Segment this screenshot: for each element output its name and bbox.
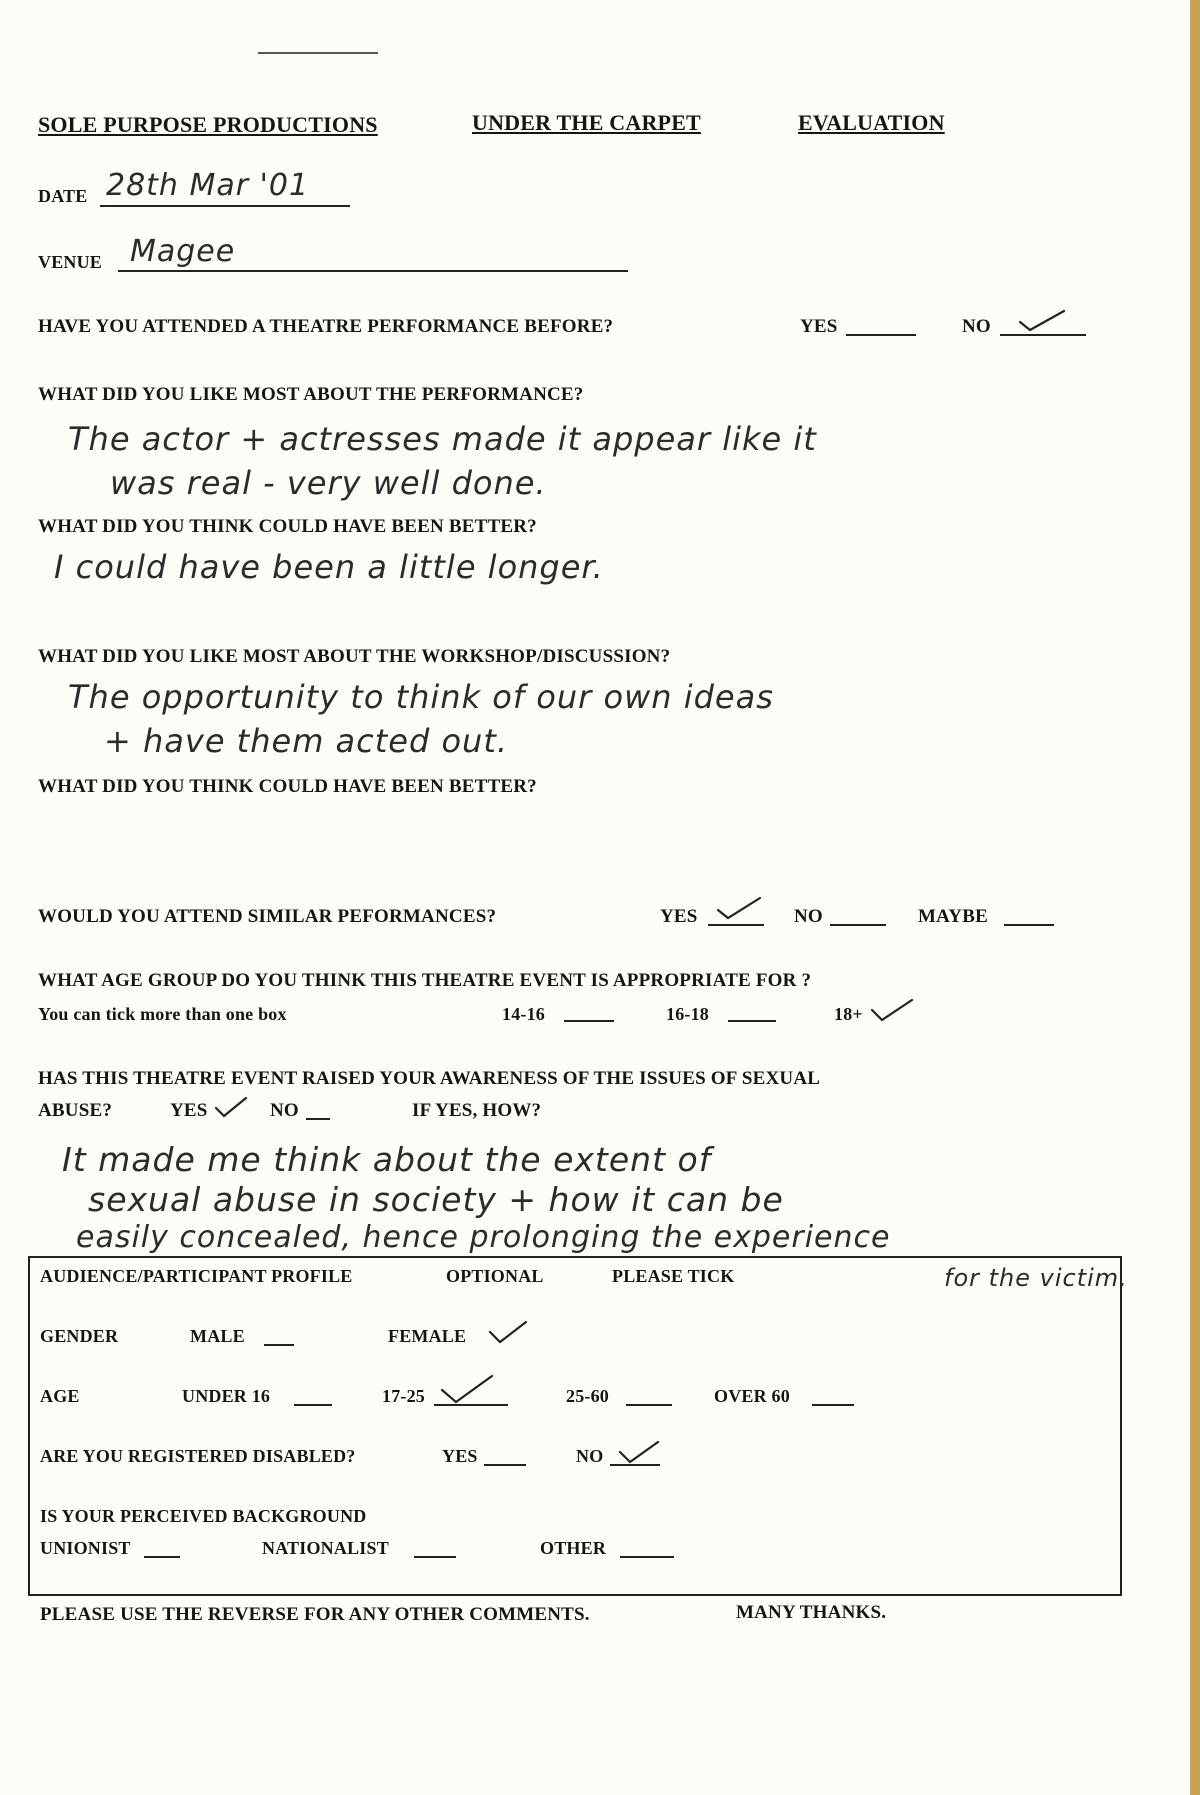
- better-performance-question: WHAT DID YOU THINK COULD HAVE BEEN BETTER?: [38, 516, 537, 537]
- similar-no-line[interactable]: [830, 924, 886, 926]
- date-value[interactable]: 28th Mar '01: [106, 168, 310, 203]
- age-over60-label: OVER 60: [714, 1386, 790, 1406]
- awareness-answer-4[interactable]: for the victim.: [944, 1264, 1128, 1292]
- like-performance-answer-2[interactable]: was real - very well done.: [110, 464, 547, 502]
- attended-no-tick-icon: [1018, 308, 1066, 332]
- awareness-answer-1[interactable]: It made me think about the extent of: [62, 1140, 712, 1179]
- disabled-yes-label: YES: [442, 1446, 478, 1466]
- awareness-answer-2[interactable]: sexual abuse in society + how it can be: [88, 1180, 784, 1219]
- disabled-no-tick-icon: [618, 1440, 660, 1464]
- date-line: [100, 205, 350, 207]
- awareness-yes-label: YES: [170, 1100, 208, 1121]
- venue-line: [118, 270, 628, 272]
- better-performance-answer-1[interactable]: I could have been a little longer.: [54, 548, 604, 586]
- disabled-no-line[interactable]: [610, 1464, 660, 1466]
- attended-no-label: NO: [962, 316, 991, 337]
- like-workshop-answer-1[interactable]: The opportunity to think of our own ideas: [68, 678, 774, 716]
- attended-yes-label: YES: [800, 316, 838, 337]
- profile-title: AUDIENCE/PARTICIPANT PROFILE: [40, 1266, 353, 1286]
- background-question: IS YOUR PERCEIVED BACKGROUND: [40, 1506, 367, 1526]
- like-performance-question: WHAT DID YOU LIKE MOST ABOUT THE PERFORMANCE?: [38, 384, 584, 405]
- age-17-25-line[interactable]: [434, 1404, 508, 1406]
- org-name: SOLE PURPOSE PRODUCTIONS: [38, 112, 378, 137]
- age-group-18plus-label: 18+: [834, 1004, 863, 1024]
- background-nationalist-line[interactable]: [414, 1556, 456, 1558]
- profile-optional: OPTIONAL: [446, 1266, 544, 1286]
- similar-maybe-label: MAYBE: [918, 906, 988, 927]
- age-group-16-18-line[interactable]: [728, 1020, 776, 1022]
- similar-yes-tick-icon: [716, 896, 762, 920]
- background-other-label: OTHER: [540, 1538, 607, 1558]
- form-title: EVALUATION: [798, 110, 945, 135]
- like-workshop-answer-2[interactable]: + have them acted out.: [104, 722, 509, 760]
- age-group-16-18-label: 16-18: [666, 1004, 709, 1024]
- attended-no-line[interactable]: [1000, 334, 1086, 336]
- attended-yes-line[interactable]: [846, 334, 916, 336]
- age-17-25-label: 17-25: [382, 1386, 425, 1406]
- disabled-question: ARE YOU REGISTERED DISABLED?: [40, 1446, 356, 1466]
- footer-reverse: PLEASE USE THE REVERSE FOR ANY OTHER COMMENTS.: [40, 1604, 590, 1625]
- gender-female-tick-icon: [488, 1320, 528, 1344]
- similar-maybe-line[interactable]: [1004, 924, 1054, 926]
- date-label: DATE: [38, 186, 88, 206]
- age-group-14-16-line[interactable]: [564, 1020, 614, 1022]
- play-title: UNDER THE CARPET: [472, 110, 701, 135]
- awareness-question-line1: HAS THIS THEATRE EVENT RAISED YOUR AWARENESS OF THE ISSUES OF SEXUAL: [38, 1068, 821, 1089]
- venue-value[interactable]: Magee: [130, 234, 236, 269]
- awareness-answer-3[interactable]: easily concealed, hence prolonging the experience: [76, 1220, 891, 1255]
- gender-male-label: MALE: [190, 1326, 245, 1346]
- similar-yes-line[interactable]: [708, 924, 764, 926]
- gender-female-label: FEMALE: [388, 1326, 467, 1346]
- attended-question: HAVE YOU ATTENDED A THEATRE PERFORMANCE BEFORE?: [38, 316, 614, 337]
- age-label: AGE: [40, 1386, 80, 1406]
- background-unionist-line[interactable]: [144, 1556, 180, 1558]
- profile-please-tick: PLEASE TICK: [612, 1266, 735, 1286]
- age-group-note: You can tick more than one box: [38, 1004, 287, 1024]
- age-17-25-tick-icon: [440, 1374, 494, 1404]
- age-25-60-line[interactable]: [626, 1404, 672, 1406]
- awareness-yes-tick-icon: [214, 1094, 248, 1118]
- background-other-line[interactable]: [620, 1556, 674, 1558]
- awareness-no-label: NO: [270, 1100, 299, 1121]
- similar-question: WOULD YOU ATTEND SIMILAR PEFORMANCES?: [38, 906, 497, 927]
- age-group-question: WHAT AGE GROUP DO YOU THINK THIS THEATRE EVENT IS APPROPRIATE FOR ?: [38, 970, 812, 991]
- age-under16-label: UNDER 16: [182, 1386, 271, 1406]
- scan-mark: [258, 52, 378, 54]
- footer-thanks: MANY THANKS.: [736, 1602, 887, 1623]
- page-edge: [1190, 0, 1200, 1795]
- gender-male-line[interactable]: [264, 1344, 294, 1346]
- venue-label: VENUE: [38, 252, 103, 272]
- like-workshop-question: WHAT DID YOU LIKE MOST ABOUT THE WORKSHOP/DISCUSSION?: [38, 646, 671, 667]
- age-25-60-label: 25-60: [566, 1386, 609, 1406]
- age-group-18plus-tick-icon: [870, 998, 914, 1022]
- awareness-how-label: IF YES, HOW?: [412, 1100, 542, 1121]
- better-workshop-question: WHAT DID YOU THINK COULD HAVE BEEN BETTER?: [38, 776, 537, 797]
- background-nationalist-label: NATIONALIST: [262, 1538, 389, 1558]
- age-group-14-16-label: 14-16: [502, 1004, 545, 1024]
- gender-label: GENDER: [40, 1326, 119, 1346]
- age-over60-line[interactable]: [812, 1404, 854, 1406]
- similar-no-label: NO: [794, 906, 823, 927]
- like-performance-answer-1[interactable]: The actor + actresses made it appear like it: [68, 420, 817, 458]
- similar-yes-label: YES: [660, 906, 698, 927]
- awareness-abuse: ABUSE?: [38, 1100, 113, 1121]
- background-unionist-label: UNIONIST: [40, 1538, 131, 1558]
- awareness-no-line[interactable]: [306, 1118, 330, 1120]
- age-under16-line[interactable]: [294, 1404, 332, 1406]
- disabled-yes-line[interactable]: [484, 1464, 526, 1466]
- disabled-no-label: NO: [576, 1446, 604, 1466]
